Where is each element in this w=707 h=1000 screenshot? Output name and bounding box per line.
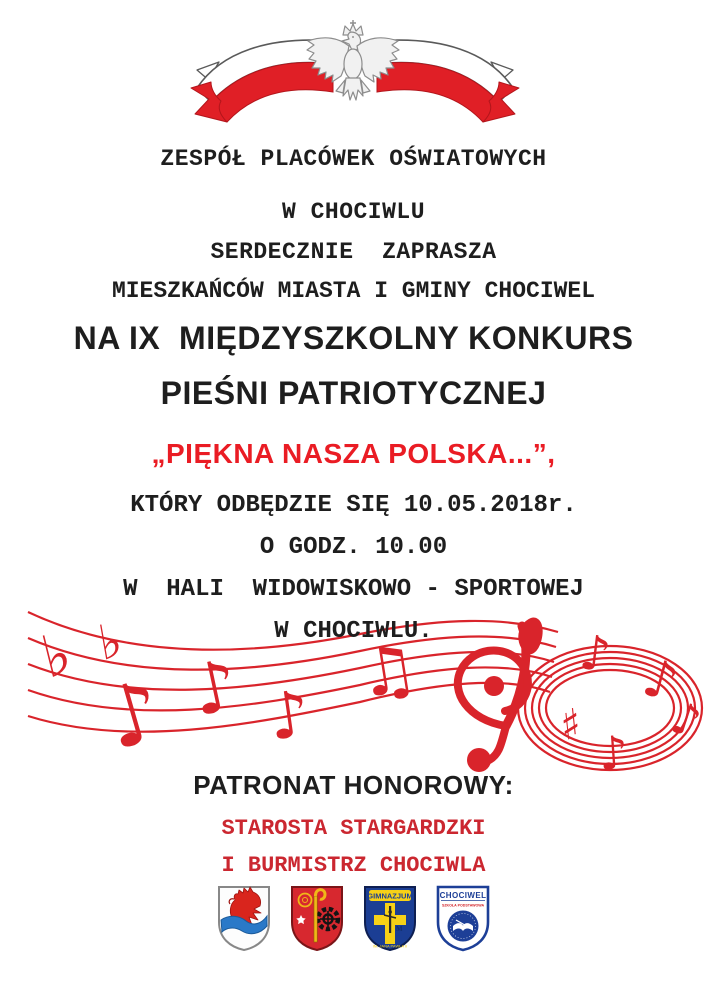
invite-line: SERDECZNIE ZAPRASZA <box>210 239 497 265</box>
eighth-note-icon: ♪ <box>576 624 614 684</box>
patron-line-2: I BURMISTRZ CHOCIWLA <box>221 853 486 878</box>
event-venue-line-2: W CHOCIWLU. <box>274 618 433 645</box>
eighth-note-icon: ♪ <box>597 725 631 781</box>
chociwel-primary-school-crest-icon <box>435 884 491 954</box>
organizer-line-1: ZESPÓŁ PLACÓWEK OŚWIATOWYCH <box>160 146 547 172</box>
gimnazjum-label: GIMNAZJUM <box>367 891 413 901</box>
eighth-note-icon: ♪ <box>664 691 707 750</box>
beamed-notes-icon: ♫ <box>352 628 423 714</box>
right-flag-ribbon-icon <box>377 40 519 122</box>
header-emblem-art <box>0 0 707 130</box>
patron-arc-text: IM. JANA PAWŁA II <box>372 943 408 949</box>
eighth-note-icon: ♪ <box>184 643 246 733</box>
event-date-line: KTÓRY ODBĘDZIE SIĘ 10.05.2018r. <box>130 492 577 519</box>
eighth-note-icon: ♪ <box>263 676 315 756</box>
sharp-icon: ♯ <box>557 699 584 750</box>
event-time-line: O GODZ. 10.00 <box>259 534 448 561</box>
event-motto: „PIĘKNA NASZA POLSKA...”, <box>151 438 556 469</box>
flat-icon: ♭ <box>94 612 127 672</box>
organizer-line-2: W CHOCIWLU <box>281 199 426 225</box>
chociwel-town-crest-icon <box>289 884 345 954</box>
crest-logos-row <box>0 884 707 954</box>
audience-line: MIESZKAŃCÓW MIASTA I GMINY CHOCIWEL <box>111 278 596 304</box>
eighth-note-icon: ♪ <box>636 647 685 715</box>
school-town-label: CHOCIWEL <box>439 891 487 900</box>
m-letter: M <box>396 925 403 933</box>
patronage-heading: PATRONAT HONOROWY: <box>193 770 514 800</box>
gimnazjum-chociwel-crest-icon <box>362 884 418 954</box>
stargard-county-crest-icon <box>216 884 272 954</box>
event-title-line-1: NA IX MIĘDZYSZKOLNY KONKURS <box>73 320 634 356</box>
event-venue-line-1: W HALI WIDOWISKOWO - SPORTOWEJ <box>123 576 584 603</box>
flat-icon: ♭ <box>34 618 78 692</box>
event-title-line-2: PIEŚNI PATRIOTYCZNEJ <box>160 375 547 411</box>
school-type-label: SZKOŁA PODSTAWOWA <box>441 903 485 908</box>
patron-line-1: STAROSTA STARGARDZKI <box>221 816 486 841</box>
eighth-note-icon: ♪ <box>94 660 174 770</box>
